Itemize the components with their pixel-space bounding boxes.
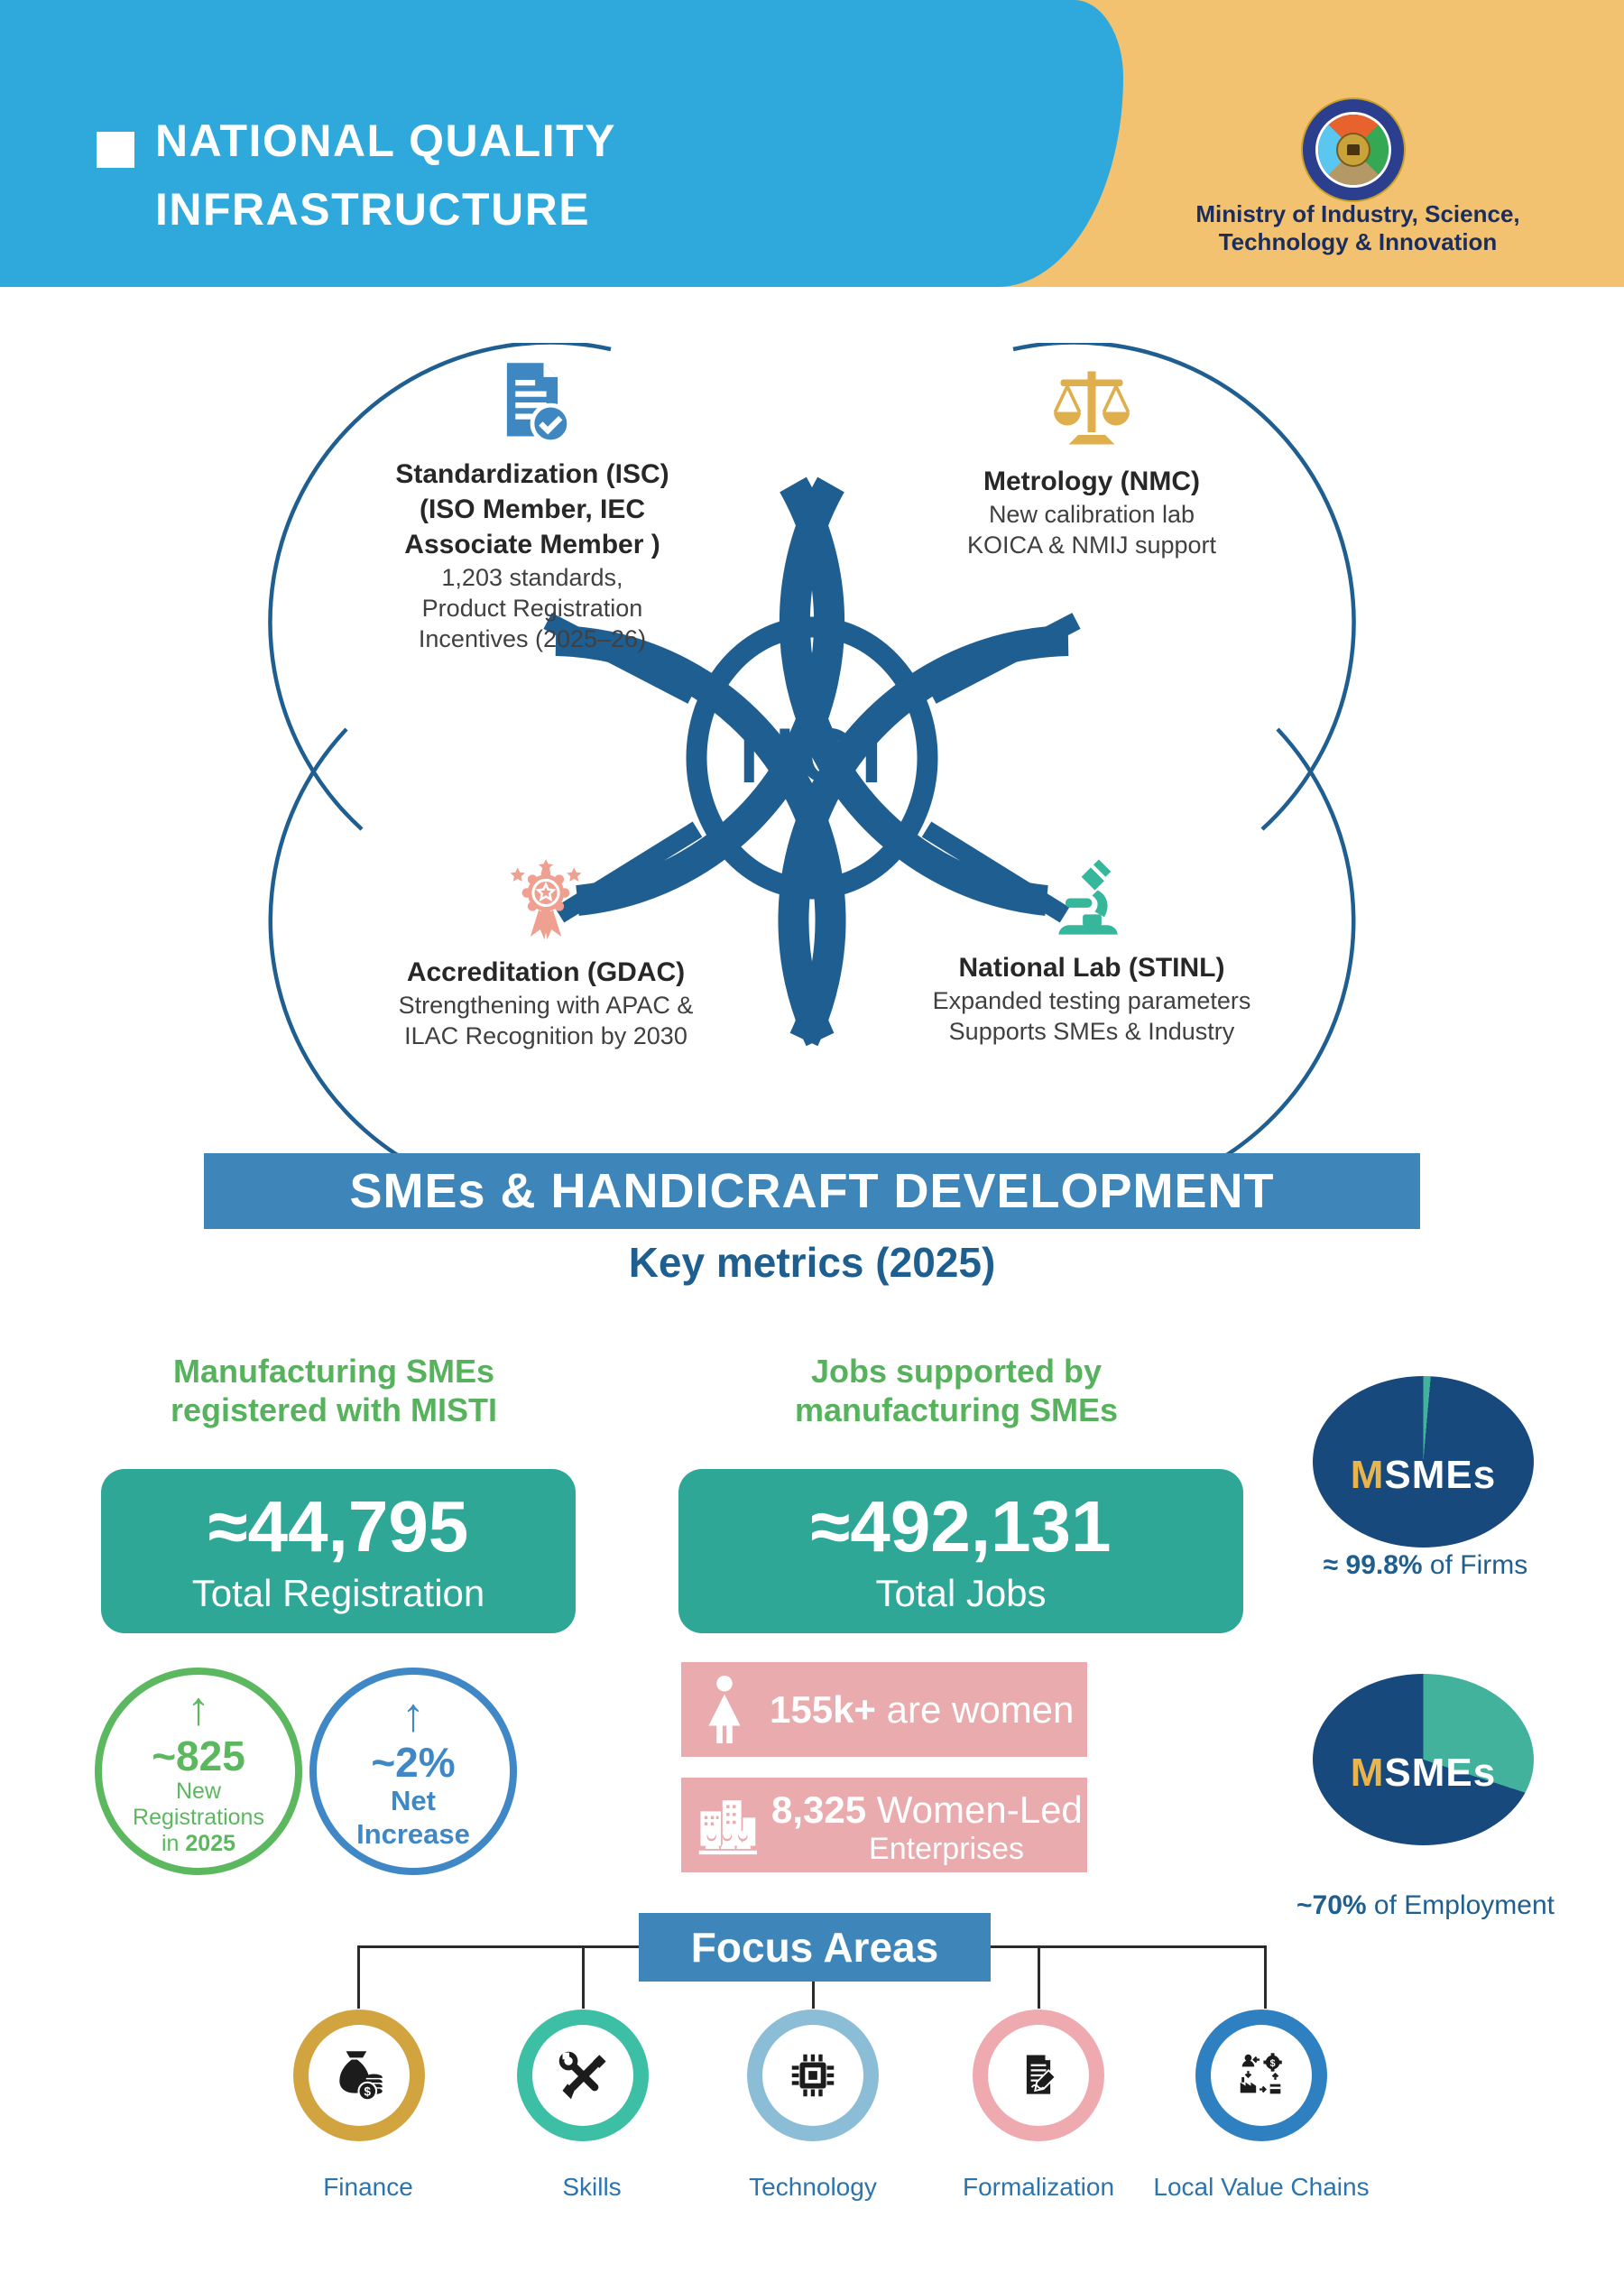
firms-pie-caption: ≈ 99.8% of Firms xyxy=(1323,1550,1528,1580)
quadrant-title-line: Standardization (ISC) xyxy=(395,459,669,489)
woman-icon xyxy=(701,1675,748,1745)
jobs-heading-line1: Jobs supported by xyxy=(810,1353,1103,1390)
quadrant-body-line: KOICA & NMIJ support xyxy=(966,531,1217,559)
quadrant-national-lab xyxy=(853,855,1331,1047)
quadrant-standardization xyxy=(298,357,767,654)
new-registrations-value: ~825 xyxy=(152,1732,245,1780)
tree-line-left xyxy=(357,1945,639,1948)
quadrant-title-line: (ISO Member, IEC xyxy=(419,494,646,524)
quadrant-body-line: New calibration lab xyxy=(988,501,1195,528)
smes-section-banner: SMEs & HANDICRAFT DEVELOPMENT xyxy=(204,1153,1420,1229)
tree-drop-local-value-chains xyxy=(1264,1945,1267,2009)
ministry-seal-icon xyxy=(1301,97,1406,202)
tools-icon xyxy=(556,2048,610,2102)
net-increase-value: ~2% xyxy=(371,1738,456,1786)
registration-value: ≈44,795 xyxy=(208,1486,469,1566)
quadrant-title-line: National Lab (STINL) xyxy=(958,953,1225,983)
ministry-name xyxy=(1182,200,1534,256)
women-led-text: 8,325 Women-Led Enterprises xyxy=(681,1778,1087,1867)
chip-icon xyxy=(785,2047,841,2103)
up-arrow-icon: ↑ xyxy=(187,1683,210,1736)
focus-label-finance: Finance xyxy=(323,2173,413,2201)
tree-drop-formalization xyxy=(1038,1945,1040,2009)
page-title-line1: NATIONAL QUALITY xyxy=(155,115,617,166)
award-ribbon-icon xyxy=(501,859,591,949)
focus-circle-technology xyxy=(747,2010,879,2141)
microscope-icon xyxy=(1049,855,1135,941)
focus-label-skills: Skills xyxy=(562,2173,622,2201)
registration-heading-line2: registered with MISTI xyxy=(170,1391,498,1428)
quadrant-body-line: Incentives (2025–26) xyxy=(418,625,647,652)
document-pen-icon xyxy=(1011,2048,1066,2102)
net-increase-line1: Net xyxy=(391,1785,436,1817)
new-registrations-line2: Registrations xyxy=(133,1804,264,1830)
buildings-people-icon xyxy=(696,1796,759,1855)
firms-pie-chart xyxy=(1313,1376,1534,1548)
up-arrow-icon: ↑ xyxy=(401,1688,425,1742)
women-led-line2: Enterprises xyxy=(869,1832,1024,1866)
new-registrations-line3: in 2025 xyxy=(161,1830,236,1856)
tree-drop-finance xyxy=(357,1945,360,2009)
registration-label: Total Registration xyxy=(191,1572,485,1614)
document-check-icon xyxy=(487,357,577,448)
focus-circle-finance xyxy=(293,2010,425,2141)
quadrant-body-line: Product Registration xyxy=(421,595,643,622)
women-jobs-text: 155k+ are women xyxy=(770,1687,1075,1731)
jobs-value: ≈492,131 xyxy=(810,1486,1112,1566)
tree-drop-technology xyxy=(812,1982,815,2009)
money-bag-icon xyxy=(329,2046,389,2105)
ministry-seal-core xyxy=(1336,133,1370,167)
quadrant-title-line: Metrology (NMC) xyxy=(983,467,1200,496)
jobs-label: Total Jobs xyxy=(875,1572,1047,1614)
title-bullet-square xyxy=(97,132,134,168)
tree-drop-skills xyxy=(582,1945,585,2009)
new-registrations-circle xyxy=(95,1668,302,1875)
ministry-name-line2: Technology & Innovation xyxy=(1218,228,1498,255)
women-led-bar xyxy=(681,1778,1087,1872)
jobs-heading-line2: manufacturing SMEs xyxy=(794,1391,1119,1428)
employment-pie-chart xyxy=(1313,1674,1534,1845)
registration-heading xyxy=(72,1352,595,1429)
focus-circle-formalization xyxy=(973,2010,1104,2141)
quadrant-body-line: Expanded testing parameters xyxy=(932,987,1251,1014)
page-title xyxy=(155,106,967,244)
jobs-heading xyxy=(686,1352,1227,1429)
value-chain-icon xyxy=(1233,2047,1289,2103)
focus-label-technology: Technology xyxy=(749,2173,877,2201)
quadrant-title-line: Accreditation (GDAC) xyxy=(406,957,686,987)
svg-text:$: $ xyxy=(364,2084,372,2099)
focus-label-local-value-chains: Local Value Chains xyxy=(1153,2173,1370,2201)
ministry-name-line1: Ministry of Industry, Science, xyxy=(1195,200,1520,227)
registration-stat-card xyxy=(101,1469,576,1633)
msmes-pie-label: MSMEs xyxy=(1350,1751,1497,1795)
msmes-pie-label: MSMEs xyxy=(1350,1453,1497,1497)
women-jobs-bar xyxy=(681,1662,1087,1757)
net-increase-line2: Increase xyxy=(356,1818,470,1851)
quadrant-metrology xyxy=(848,365,1335,560)
scales-icon xyxy=(1048,365,1135,451)
tree-line-right xyxy=(991,1945,1267,1948)
quadrant-body-line: 1,203 standards, xyxy=(441,564,623,591)
focus-label-formalization: Formalization xyxy=(962,2173,1115,2201)
quadrant-body-line: ILAC Recognition by 2030 xyxy=(404,1022,687,1049)
focus-circle-local-value-chains xyxy=(1195,2010,1327,2141)
ministry-seal-quadrants xyxy=(1318,115,1389,185)
nqi-center-label: NQI xyxy=(739,713,885,799)
jobs-stat-card xyxy=(678,1469,1243,1633)
quadrant-body-line: Supports SMEs & Industry xyxy=(948,1018,1235,1045)
registration-heading-line1: Manufacturing SMEs xyxy=(172,1353,495,1390)
net-increase-circle xyxy=(309,1668,517,1875)
focus-areas-banner: Focus Areas xyxy=(639,1913,991,1982)
new-registrations-line1: New xyxy=(175,1778,221,1804)
svg-text:$: $ xyxy=(1269,2057,1276,2069)
page-title-line2: INFRASTRUCTURE xyxy=(155,184,591,235)
employment-pie-caption: ~70% of Employment xyxy=(1296,1890,1555,1920)
quadrant-title-line: Associate Member ) xyxy=(404,530,660,559)
quadrant-accreditation xyxy=(311,859,780,1051)
quadrant-body-line: Strengthening with APAC & xyxy=(398,992,694,1019)
focus-circle-skills xyxy=(517,2010,649,2141)
key-metrics-subtitle: Key metrics (2025) xyxy=(628,1239,996,1286)
